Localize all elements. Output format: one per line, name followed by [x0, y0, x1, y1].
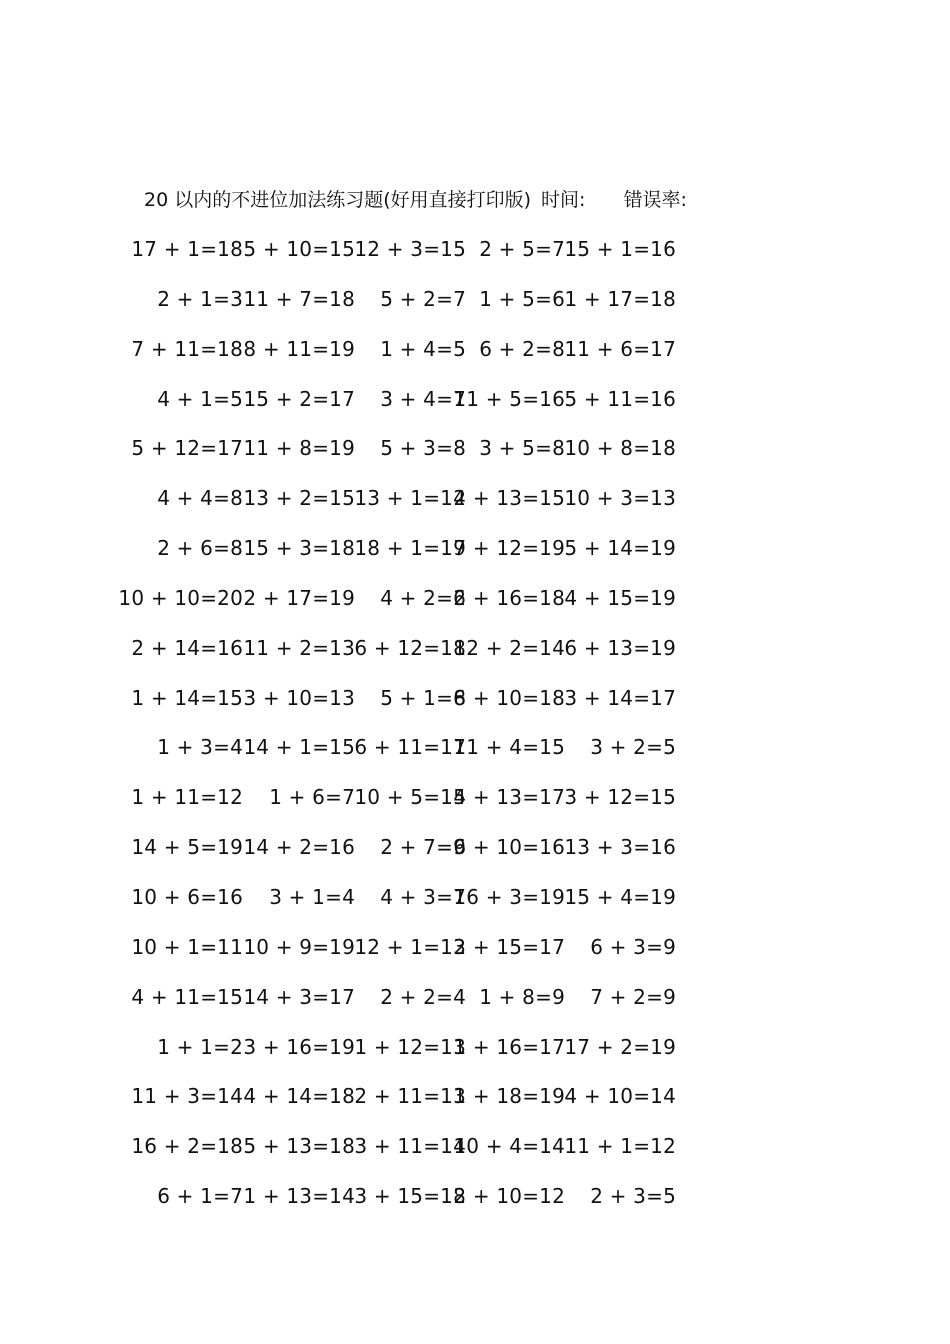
addition-problem: 10 + 8=18	[564, 436, 676, 461]
problem-row	[0, 285, 950, 335]
addition-problem: 13 + 2=15	[243, 486, 355, 511]
addition-problem: 11 + 6=17	[564, 336, 676, 361]
problem-row	[0, 335, 950, 385]
addition-problem: 11 + 2=13	[243, 635, 355, 660]
addition-problem: 10 + 1=11	[131, 934, 243, 959]
problem-row	[0, 783, 950, 833]
addition-problem: 4 + 2=6	[380, 585, 466, 610]
addition-problem: 1 + 5=6	[479, 286, 565, 311]
addition-problem: 6 + 10=16	[453, 835, 565, 860]
problem-row	[0, 933, 950, 983]
addition-problem: 3 + 5=8	[479, 436, 565, 461]
addition-problem: 11 + 3=14	[131, 1084, 243, 1109]
problem-row	[0, 235, 950, 285]
addition-problem: 1 + 6=7	[269, 785, 355, 810]
addition-problem: 14 + 1=15	[243, 735, 355, 760]
addition-problem: 10 + 5=15	[354, 785, 466, 810]
problem-grid	[0, 235, 950, 1232]
addition-problem: 2 + 10=12	[453, 1184, 565, 1209]
addition-problem: 1 + 3=4	[157, 735, 243, 760]
addition-problem: 3 + 15=18	[354, 1184, 466, 1209]
addition-problem: 1 + 1=2	[157, 1034, 243, 1059]
problem-row	[0, 385, 950, 435]
addition-problem: 5 + 13=18	[243, 1134, 355, 1159]
addition-problem: 17 + 1=18	[131, 237, 243, 261]
addition-problem: 1 + 13=14	[243, 1184, 355, 1209]
problem-row	[0, 983, 950, 1033]
addition-problem: 3 + 11=14	[354, 1134, 466, 1159]
addition-problem: 3 + 14=17	[564, 685, 676, 710]
addition-problem: 2 + 5=7	[479, 237, 565, 261]
addition-problem: 6 + 13=19	[564, 635, 676, 660]
addition-problem: 11 + 4=15	[453, 735, 565, 760]
addition-problem: 5 + 12=17	[131, 436, 243, 461]
addition-problem: 14 + 3=17	[243, 984, 355, 1009]
addition-problem: 1 + 12=13	[354, 1034, 466, 1059]
time-label: 时间:	[541, 189, 586, 211]
addition-problem: 4 + 4=8	[157, 486, 243, 511]
addition-problem: 12 + 2=14	[453, 635, 565, 660]
addition-problem: 5 + 10=15	[243, 237, 355, 261]
addition-problem: 2 + 7=9	[380, 835, 466, 860]
addition-problem: 15 + 2=17	[243, 386, 355, 411]
addition-problem: 7 + 2=9	[590, 984, 676, 1009]
addition-problem: 5 + 2=7	[380, 286, 466, 311]
addition-problem: 18 + 1=19	[354, 536, 466, 561]
addition-problem: 4 + 13=17	[453, 785, 565, 810]
addition-problem: 2 + 6=8	[157, 536, 243, 561]
problem-row	[0, 634, 950, 684]
addition-problem: 14 + 5=19	[131, 835, 243, 860]
addition-problem: 4 + 10=14	[564, 1084, 676, 1109]
problem-row	[0, 1082, 950, 1132]
addition-problem: 13 + 3=16	[564, 835, 676, 860]
addition-problem: 4 + 15=19	[564, 585, 676, 610]
addition-problem: 16 + 2=18	[131, 1134, 243, 1159]
addition-problem: 15 + 3=18	[243, 536, 355, 561]
problem-row	[0, 484, 950, 534]
addition-problem: 4 + 11=15	[131, 984, 243, 1009]
addition-problem: 5 + 1=6	[380, 685, 466, 710]
problem-row	[0, 684, 950, 734]
addition-problem: 11 + 7=18	[243, 286, 355, 311]
addition-problem: 2 + 3=5	[590, 1184, 676, 1209]
addition-problem: 3 + 10=13	[243, 685, 355, 710]
addition-problem: 8 + 11=19	[243, 336, 355, 361]
addition-problem: 5 + 14=19	[564, 536, 676, 561]
worksheet-title: 20 以内的不进位加法练习题(好用直接打印版)	[144, 189, 532, 211]
addition-problem: 6 + 11=17	[354, 735, 466, 760]
addition-problem: 15 + 1=16	[564, 237, 676, 261]
worksheet-header	[144, 186, 687, 214]
addition-problem: 1 + 17=18	[564, 286, 676, 311]
addition-problem: 12 + 1=13	[354, 934, 466, 959]
problem-row	[0, 883, 950, 933]
addition-problem: 7 + 12=19	[453, 536, 565, 561]
addition-problem: 2 + 11=13	[354, 1084, 466, 1109]
addition-problem: 3 + 16=19	[243, 1034, 355, 1059]
problem-row	[0, 833, 950, 883]
addition-problem: 3 + 12=15	[564, 785, 676, 810]
addition-problem: 1 + 18=19	[453, 1084, 565, 1109]
addition-problem: 3 + 1=4	[269, 884, 355, 909]
addition-problem: 2 + 15=17	[453, 934, 565, 959]
addition-problem: 6 + 2=8	[479, 336, 565, 361]
problem-row	[0, 733, 950, 783]
addition-problem: 1 + 4=5	[380, 336, 466, 361]
problem-row	[0, 434, 950, 484]
addition-problem: 1 + 11=12	[131, 785, 243, 810]
addition-problem: 7 + 11=18	[131, 336, 243, 361]
addition-problem: 1 + 14=15	[131, 685, 243, 710]
addition-problem: 4 + 1=5	[157, 386, 243, 411]
addition-problem: 2 + 14=16	[131, 635, 243, 660]
addition-problem: 11 + 1=12	[564, 1134, 676, 1159]
addition-problem: 3 + 2=5	[590, 735, 676, 760]
addition-problem: 10 + 4=14	[453, 1134, 565, 1159]
problem-row	[0, 1182, 950, 1232]
addition-problem: 10 + 9=19	[243, 934, 355, 959]
addition-problem: 5 + 3=8	[380, 436, 466, 461]
problem-row	[0, 1033, 950, 1083]
addition-problem: 2 + 17=19	[243, 585, 355, 610]
problem-row	[0, 534, 950, 584]
addition-problem: 2 + 2=4	[380, 984, 466, 1009]
addition-problem: 2 + 16=18	[453, 585, 565, 610]
addition-problem: 4 + 3=7	[380, 884, 466, 909]
addition-problem: 6 + 12=18	[354, 635, 466, 660]
error-rate-label: 错误率:	[623, 189, 687, 211]
addition-problem: 3 + 4=7	[380, 386, 466, 411]
addition-problem: 1 + 8=9	[479, 984, 565, 1009]
addition-problem: 11 + 5=16	[453, 386, 565, 411]
problem-row	[0, 584, 950, 634]
addition-problem: 15 + 4=19	[564, 884, 676, 909]
addition-problem: 10 + 6=16	[131, 884, 243, 909]
addition-problem: 11 + 8=19	[243, 436, 355, 461]
addition-problem: 8 + 10=18	[453, 685, 565, 710]
addition-problem: 5 + 11=16	[564, 386, 676, 411]
addition-problem: 6 + 1=7	[157, 1184, 243, 1209]
addition-problem: 1 + 16=17	[453, 1034, 565, 1059]
addition-problem: 6 + 3=9	[590, 934, 676, 959]
problem-row	[0, 1132, 950, 1182]
addition-problem: 13 + 1=14	[354, 486, 466, 511]
addition-problem: 17 + 2=19	[564, 1034, 676, 1059]
addition-problem: 4 + 14=18	[243, 1084, 355, 1109]
addition-problem: 2 + 1=3	[157, 286, 243, 311]
addition-problem: 10 + 3=13	[564, 486, 676, 511]
addition-problem: 16 + 3=19	[453, 884, 565, 909]
addition-problem: 14 + 2=16	[243, 835, 355, 860]
addition-problem: 10 + 10=20	[118, 585, 243, 610]
addition-problem: 2 + 13=15	[453, 486, 565, 511]
addition-problem: 12 + 3=15	[354, 237, 466, 261]
